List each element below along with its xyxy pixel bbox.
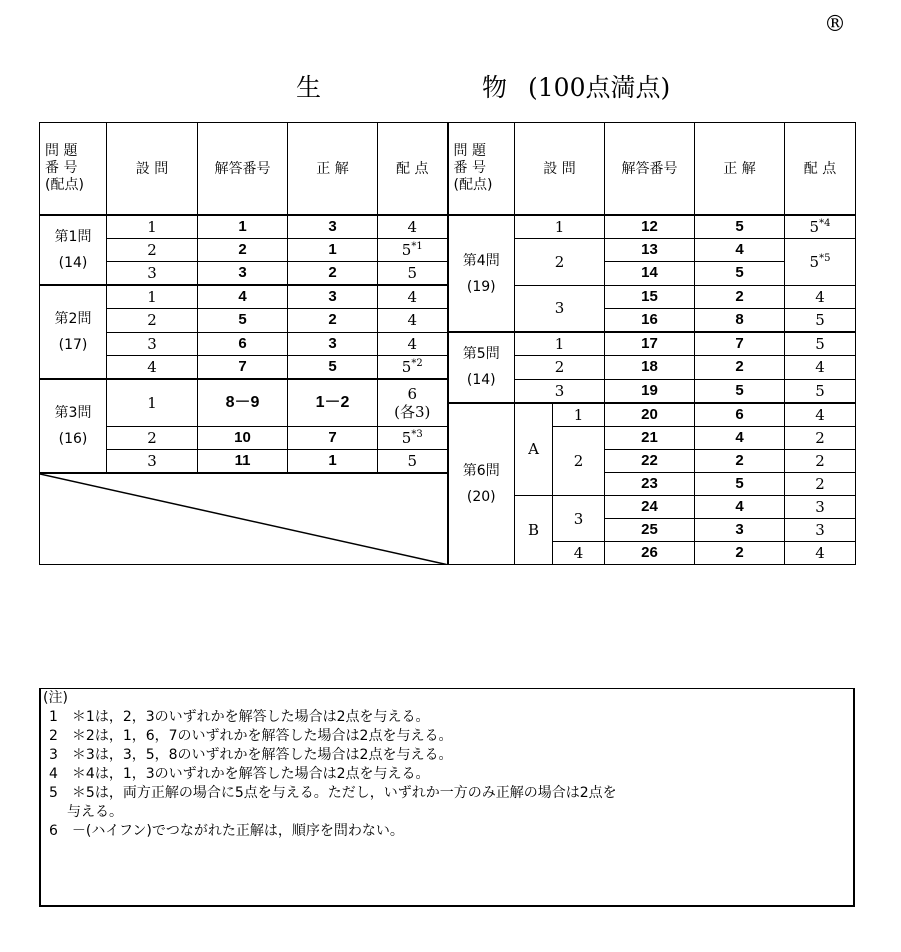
- answer-number: 19: [605, 379, 695, 403]
- answer-number: 15: [605, 285, 695, 309]
- answer-number: 21: [605, 426, 695, 449]
- title-part-2: 物: [482, 73, 508, 102]
- points: 3: [785, 496, 856, 519]
- points: 5: [785, 332, 856, 356]
- answer-number: 3: [198, 262, 288, 286]
- correct-answer: 2: [288, 262, 378, 286]
- correct-answer: 2: [695, 542, 785, 565]
- answer-number: 11: [198, 449, 288, 473]
- correct-answer: 4: [695, 426, 785, 449]
- sub-question: 1: [107, 215, 198, 239]
- header-correct-answer: 正 解: [288, 123, 378, 216]
- group-b-label: B: [515, 496, 553, 565]
- title-part-3: (100点満点): [528, 73, 671, 102]
- correct-answer: 1: [288, 449, 378, 473]
- answer-number: 2: [198, 239, 288, 262]
- correct-answer: 4: [695, 239, 785, 262]
- answer-number: 5: [198, 309, 288, 333]
- sub-question: 1: [515, 332, 605, 356]
- correct-answer: 5: [695, 379, 785, 403]
- correct-answer: 1－2: [288, 379, 378, 426]
- correct-answer: 3: [695, 519, 785, 542]
- correct-answer: 2: [695, 356, 785, 380]
- answer-number: 10: [198, 426, 288, 449]
- diagonal-line: [40, 474, 447, 565]
- points: 4: [378, 332, 448, 356]
- header-sub-question: 設 問: [107, 123, 198, 216]
- correct-answer: 8: [695, 309, 785, 333]
- points: 5: [378, 262, 448, 286]
- sub-question: 2: [107, 239, 198, 262]
- sub-question: 3: [107, 332, 198, 356]
- points: 3: [785, 519, 856, 542]
- points: 4: [785, 542, 856, 565]
- correct-answer: 2: [288, 309, 378, 333]
- sub-question: 2: [107, 309, 198, 333]
- sub-question: 3: [553, 496, 605, 542]
- sub-question: 2: [107, 426, 198, 449]
- points: 2: [785, 426, 856, 449]
- question-4-cell: 第4問 (19): [448, 215, 515, 332]
- correct-answer: 7: [695, 332, 785, 356]
- sub-question: 4: [107, 356, 198, 380]
- notes-box: [39, 688, 855, 907]
- answer-number: 1: [198, 215, 288, 239]
- diagonal-empty-cell: [40, 473, 448, 565]
- points: 5$^{*4}$: [785, 215, 856, 239]
- points: 6 (各3): [378, 379, 448, 426]
- note-item-5-continuation: 与える。: [67, 804, 123, 820]
- sub-question: 1: [107, 285, 198, 309]
- sub-question: 2: [515, 356, 605, 380]
- header-points-right: 配 点: [785, 123, 856, 216]
- header-answer-number: 解答番号: [198, 123, 288, 216]
- sub-question: 3: [515, 285, 605, 332]
- sub-question: 3: [107, 449, 198, 473]
- answer-number: 22: [605, 449, 695, 473]
- points: 4: [378, 309, 448, 333]
- points: 4: [785, 403, 856, 427]
- registered-mark: ®: [824, 12, 846, 37]
- group-a-label: A: [515, 403, 553, 496]
- correct-answer: 5: [695, 215, 785, 239]
- answer-number: 20: [605, 403, 695, 427]
- note-item-2: 2 ＊2は，1，6，7のいずれかを解答した場合は2点を与える。: [49, 728, 453, 744]
- sub-question: 1: [553, 403, 605, 427]
- points: 5: [785, 379, 856, 403]
- points: 4: [785, 356, 856, 380]
- answer-number: 4: [198, 285, 288, 309]
- answer-number: 24: [605, 496, 695, 519]
- answer-number: 16: [605, 309, 695, 333]
- correct-answer: 2: [695, 449, 785, 473]
- answer-number: 18: [605, 356, 695, 380]
- sub-question: 1: [515, 215, 605, 239]
- correct-answer: 5: [695, 473, 785, 496]
- question-5-cell: 第5問 (14): [448, 332, 515, 403]
- header-row: [40, 123, 856, 216]
- header-question-number-right: 問 題 番 号 (配点): [448, 123, 515, 216]
- answer-number: 8－9: [198, 379, 288, 426]
- correct-answer: 1: [288, 239, 378, 262]
- answer-number: 23: [605, 473, 695, 496]
- points: 4: [378, 285, 448, 309]
- answer-number: 7: [198, 356, 288, 380]
- header-answer-number-right: 解答番号: [605, 123, 695, 216]
- title-part-1: 生: [296, 73, 322, 102]
- notes-header: (注): [43, 690, 68, 706]
- note-item-6: 6 －(ハイフン)でつながれた正解は，順序を問わない。: [49, 823, 404, 839]
- answer-number: 6: [198, 332, 288, 356]
- question-6-cell: 第6問 (20): [448, 403, 515, 565]
- answer-number: 26: [605, 542, 695, 565]
- correct-answer: 5: [288, 356, 378, 380]
- points: 5$^{*1}$: [378, 239, 448, 262]
- header-correct-answer-right: 正 解: [695, 123, 785, 216]
- note-item-5: 5 ＊5は，両方正解の場合に5点を与える。ただし，いずれか一方のみ正解の場合は2点を: [49, 785, 617, 801]
- answer-number: 17: [605, 332, 695, 356]
- question-2-cell: 第2問 (17): [40, 285, 107, 379]
- sub-question: 2: [515, 239, 605, 286]
- header-points: 配 点: [378, 123, 448, 216]
- correct-answer: 3: [288, 215, 378, 239]
- points: 5: [378, 449, 448, 473]
- points: 2: [785, 473, 856, 496]
- sub-question: 2: [553, 426, 605, 496]
- page-title: [0, 68, 901, 108]
- points: 2: [785, 449, 856, 473]
- correct-answer: 3: [288, 332, 378, 356]
- sub-question: 1: [107, 379, 198, 426]
- header-sub-question-right: 設 問: [515, 123, 605, 216]
- points: 4: [378, 215, 448, 239]
- correct-answer: 6: [695, 403, 785, 427]
- correct-answer: 5: [695, 262, 785, 286]
- header-question-number: 問 題 番 号 (配点): [40, 123, 107, 216]
- note-item-3: 3 ＊3は，3，5，8のいずれかを解答した場合は2点を与える。: [49, 747, 453, 763]
- sub-question: 4: [553, 542, 605, 565]
- sub-question: 3: [107, 262, 198, 286]
- correct-answer: 7: [288, 426, 378, 449]
- points: 5$^{*2}$: [378, 356, 448, 380]
- question-3-cell: 第3問 (16): [40, 379, 107, 473]
- note-item-4: 4 ＊4は，1，3のいずれかを解答した場合は2点を与える。: [49, 766, 430, 782]
- answer-table: [39, 122, 856, 565]
- points: 5: [785, 309, 856, 333]
- points: 5$^{*5}$: [785, 239, 856, 286]
- points: 4: [785, 285, 856, 309]
- question-1-cell: 第1問 (14): [40, 215, 107, 285]
- answer-number: 25: [605, 519, 695, 542]
- correct-answer: 4: [695, 496, 785, 519]
- table-row: [40, 332, 856, 356]
- correct-answer: 2: [695, 285, 785, 309]
- answer-number: 14: [605, 262, 695, 286]
- sub-question: 3: [515, 379, 605, 403]
- answer-number: 12: [605, 215, 695, 239]
- table-row: [40, 215, 856, 239]
- correct-answer: 3: [288, 285, 378, 309]
- answer-number: 13: [605, 239, 695, 262]
- note-item-1: 1 ＊1は，2，3のいずれかを解答した場合は2点を与える。: [49, 709, 430, 725]
- points: 5$^{*3}$: [378, 426, 448, 449]
